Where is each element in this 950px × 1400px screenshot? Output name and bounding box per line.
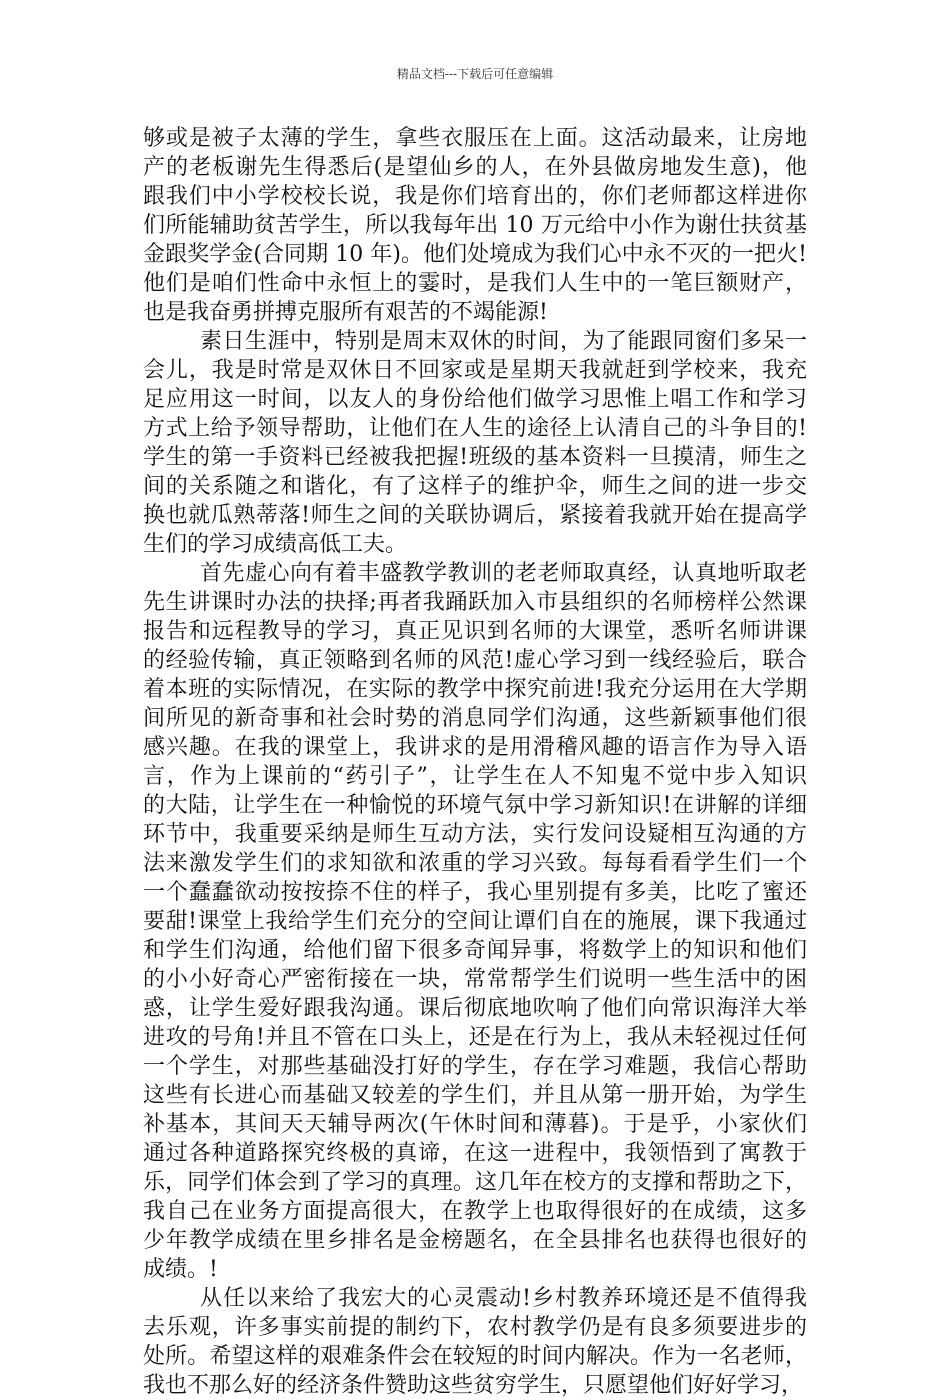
paragraph: [143, 327, 807, 559]
text-line: 他们是咱们性命中永恒上的霎时，是我们人生中的一笔巨额财产，: [143, 271, 807, 296]
text-line: 学生的第一手资料已经被我把握!班级的基本资料一旦摸清，师生之: [143, 445, 807, 470]
text-line: 感兴趣。在我的课堂上，我讲求的是用滑稽风趣的语言作为导入语: [143, 735, 807, 760]
text-line: 要甜!课堂上我给学生们充分的空间让谭们自在的施展，课下我通过: [143, 909, 807, 934]
text-line: 一个学生，对那些基础没打好的学生，存在学习难题，我信心帮助: [143, 1054, 807, 1079]
document-body: [143, 124, 807, 1400]
text-line: 的小小好奇心严密衔接在一块，常常帮学生们说明一些生活中的困: [143, 967, 807, 992]
text-line: 足应用这一时间，以友人的身份给他们做学习思惟上唱工作和学习: [143, 387, 807, 412]
text-line: 金跟奖学金(合同期 10 年)。他们处境成为我们心中永不灭的一把火!: [143, 242, 807, 267]
text-line: 换也就瓜熟蒂落!师生之间的关联协调后，紧接着我就开始在提高学: [143, 503, 807, 528]
text-line: 从任以来给了我宏大的心灵震动!乡村教养环境还是不值得我: [200, 1286, 807, 1311]
text-line: 产的老板谢先生得悉后(是望仙乡的人，在外县做房地发生意)，他: [143, 155, 807, 180]
text-line: 乐，同学们体会到了学习的真理。这几年在校方的支撑和帮助之下，: [143, 1170, 807, 1195]
text-line: 去乐观，许多事实前提的制约下，农村教学仍是有良多须要进步的: [143, 1315, 807, 1340]
text-line: 会儿，我是时常是双休日不回家或是星期天我就赶到学校来，我充: [143, 358, 807, 383]
text-line: 报告和远程教导的学习，真正见识到名师的大课堂，悉听名师讲课: [143, 619, 807, 644]
text-line: 这些有长进心而基础又较差的学生们，并且从第一册开始，为学生: [143, 1083, 807, 1108]
text-line: 进攻的号角!并且不管在口头上，还是在行为上，我从未轻视过任何: [143, 1025, 807, 1050]
text-line: 处所。希望这样的艰难条件会在较短的时间内解决。作为一名老师，: [143, 1344, 807, 1369]
text-line: 惑，让学生爱好跟我沟通。课后彻底地吹响了他们向常识海洋大举: [143, 996, 807, 1021]
text-line: 素日生涯中，特别是周末双休的时间，为了能跟同窗们多呆一: [200, 329, 807, 354]
paragraph: [143, 559, 807, 1284]
text-line: 先生讲课时办法的抉择;再者我踊跃加入市县组织的名师榜样公然课: [143, 590, 807, 615]
text-line: 的经验传输，真正领略到名师的风范!虚心学习到一线经验后，联合: [143, 648, 807, 673]
text-line: 言，作为上课前的“药引子”，让学生在人不知鬼不觉中步入知识: [143, 764, 807, 789]
text-line: 生们的学习成绩高低工夫。: [143, 532, 408, 557]
text-line: 间所见的新奇事和社会时势的消息同学们沟通，这些新颖事他们很: [143, 706, 807, 731]
text-line: 着本班的实际情况，在实际的教学中探究前进!我充分运用在大学期: [143, 677, 807, 702]
text-line: 首先虚心向有着丰盛教学教训的老老师取真经，认真地听取老: [200, 561, 807, 586]
paragraph: [143, 124, 807, 327]
text-line: 我也不那么好的经济条件赞助这些贫穷学生，只愿望他们好好学习，: [143, 1373, 804, 1398]
text-line: 法来激发学生们的求知欲和浓重的学习兴致。每每看看学生们一个: [143, 851, 807, 876]
text-line: 通过各种道路探究终极的真谛，在这一进程中，我领悟到了寓教于: [143, 1141, 807, 1166]
text-line: 和学生们沟通，给他们留下很多奇闻异事，将数学上的知识和他们: [143, 938, 807, 963]
text-line: 跟我们中小学校校长说，我是你们培育出的，你们老师都这样进你: [143, 184, 807, 209]
text-line: 环节中，我重要采纳是师生互动方法，实行发问设疑相互沟通的方: [143, 822, 807, 847]
text-line: 我自己在业务方面提高很大，在教学上也取得很好的在成绩，这多: [143, 1199, 807, 1224]
text-line: 成绩。!: [143, 1257, 218, 1282]
text-line: 的大陆，让学生在一种愉悦的环境气氛中学习新知识!在讲解的详细: [143, 793, 807, 818]
text-line: 间的关系随之和谐化，有了这样子的维护伞，师生之间的进一步交: [143, 474, 807, 499]
text-line: 一个蠢蠢欲动按按捺不住的样子，我心里别提有多美，比吃了蜜还: [143, 880, 807, 905]
text-line: 们所能辅助贫苦学生，所以我每年出 10 万元给中小作为谢仕扶贫基: [143, 213, 807, 238]
text-line: 方式上给予领导帮助，让他们在人生的途径上认清自己的斗争目的!: [143, 416, 807, 441]
text-line: 少年教学成绩在里乡排名是金榜题名，在全县排名也获得也很好的: [143, 1228, 807, 1253]
text-line: 够或是被子太薄的学生，拿些衣服压在上面。这活动最来，让房地: [143, 126, 807, 151]
text-line: 也是我奋勇拼搏克服所有艰苦的不竭能源!: [143, 300, 548, 325]
page-header: 精品文档---下载后可任意编辑: [396, 67, 554, 81]
text-line: 补基本，其间天天辅导两次(午休时间和薄暮)。于是乎，小家伙们: [143, 1112, 807, 1137]
paragraph: [143, 1284, 807, 1400]
